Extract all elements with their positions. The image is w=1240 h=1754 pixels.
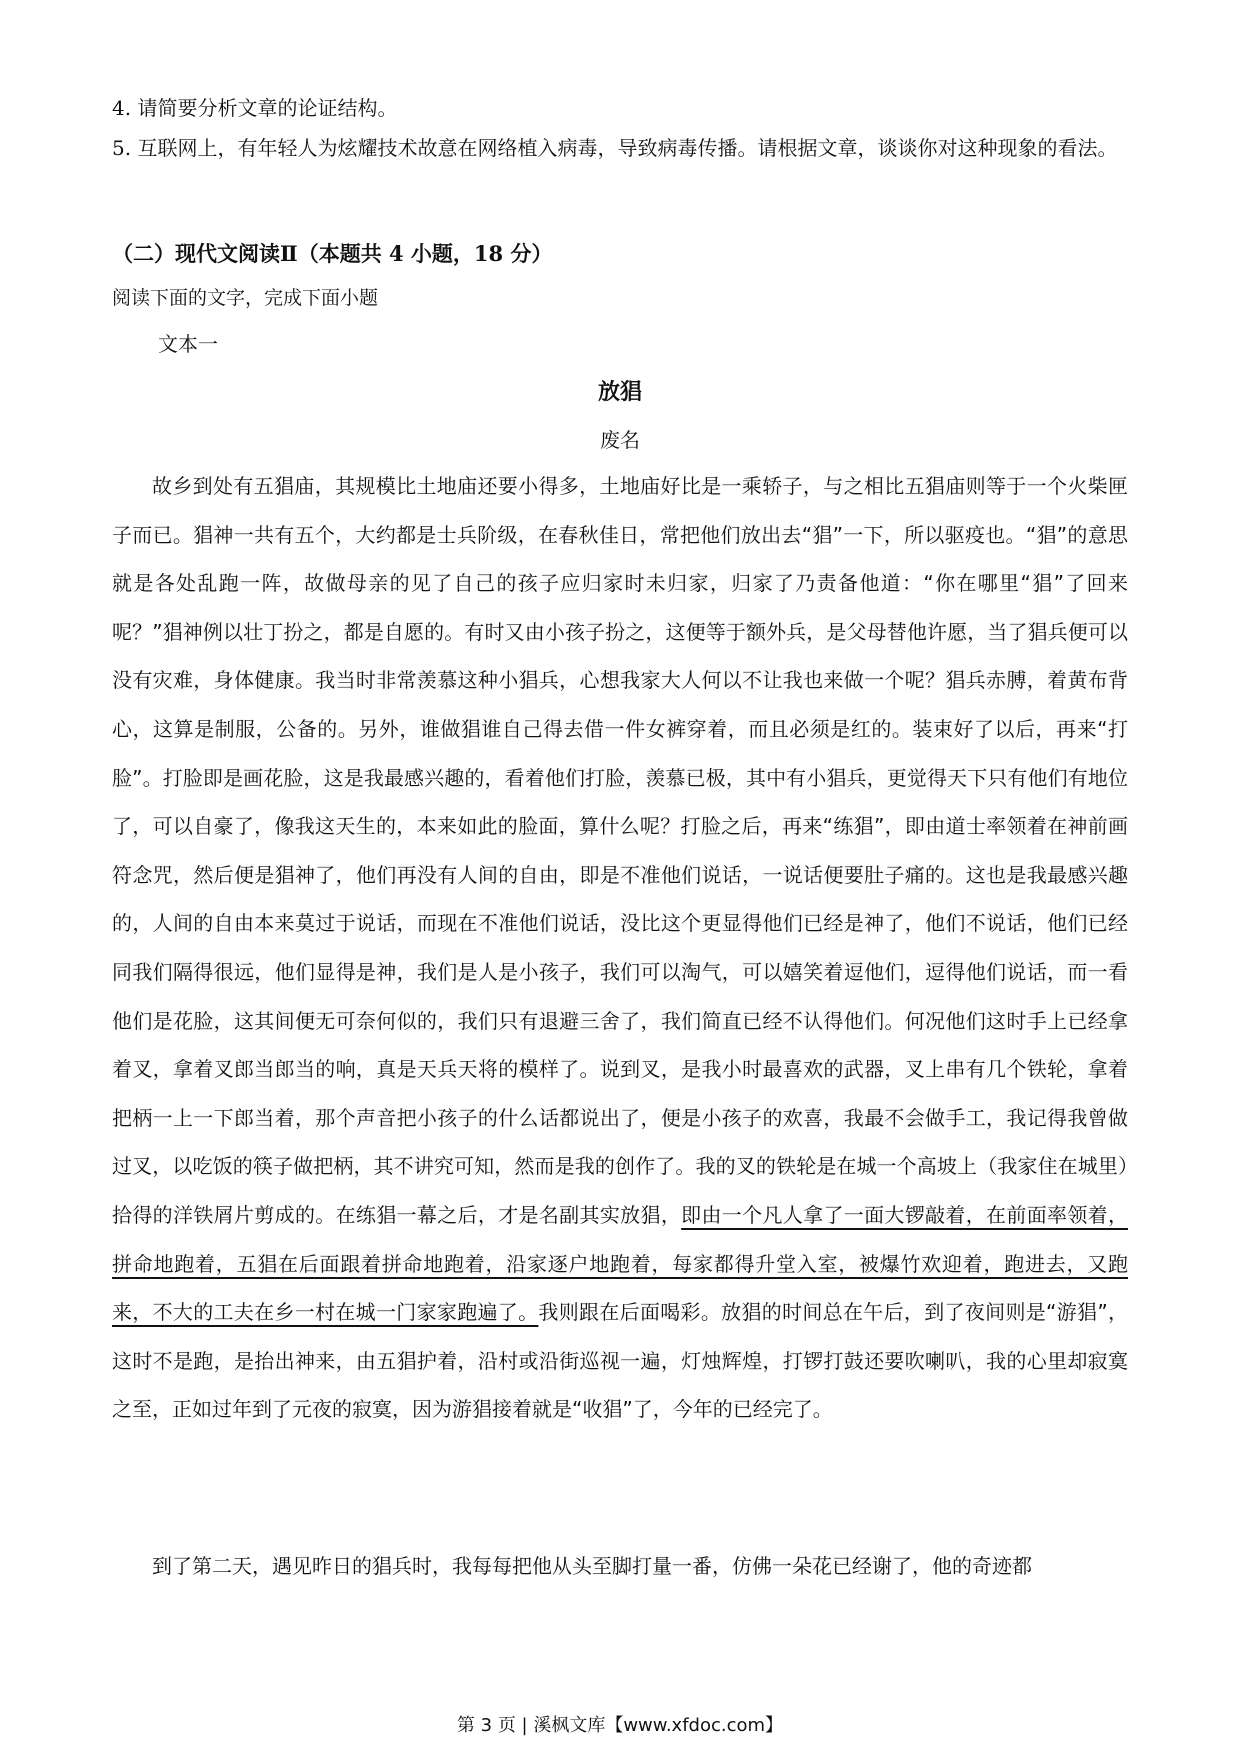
question-5 xyxy=(112,124,1128,172)
question-4-text: 请简要分析文章的论证结构。 xyxy=(137,96,398,120)
article-title: 放猖 xyxy=(597,380,642,405)
underlined-passage: 即由一个凡人拿了一面大锣敲着，在前面率领着，拼命地跑着，五猖在后面跟着拼命地跑着，沿家逐户地跑着，每家都得升堂入室，被爆竹欢迎着，跑进去，又跑来，不大的工夫在乡一村在城一门家家跑遍了。 xyxy=(112,1202,1129,1325)
question-4-number: 4. xyxy=(112,96,132,120)
question-5-number: 5. xyxy=(112,136,132,160)
page-footer: 第 3 页 | 溪枫文库【www.xfdoc.com】 xyxy=(456,1715,784,1736)
reading-instruction: 阅读下面的文字，完成下面小题 xyxy=(112,287,379,309)
paragraph-1-text: 故乡到处有五猖庙，其规模比土地庙还要小得多，土地庙好比是一乘轿子，与之相比五猖庙则等于一个火柴匣子而已。猖神一共有五个，大约都是士兵阶级，在春秋佳日，常把他们放出去“猖”一下，所以驱疫也。“猖”的意思就是各处乱跑一阵，故做母亲的见了自己的孩子应归家时未归家，归家了乃责备他道：“你在哪里“猖”了回来呢？”猖神例以壮丁扮之，都是自愿的。有时又由小孩子扮之，这便等于额外兵，是父母替他许愿，当了猖兵便可以没有灾难，身体健康。我当时非常羡慕这种小猖兵，心想我家大人何以不让我也来做一个呢？猖兵赤膊，着黄布背心，这算是制服，公备的。另外，谁做猖谁自己得去借一件女裤穿着，而且必须是红的。装束好了以后，再来“打脸”。打脸即是画花脸，这是我最感兴趣的，看着他们打脸，羡慕已极，其中有小猖兵，更觉得天下只有他们有地位了，可以自豪了，像我这天生的，本来如此的脸面，算什么呢？打脸之后，再来“练猖”，即由道士率领着在神前画符念咒，然后便是猖神了，他们再没有人间的自由，即是不准他们说话，一说话便要肚子痛的。这也是我最感兴趣的，人间的自由本来莫过于说话，而现在不准他们说话，没比这个更显得他们已经是神了，他们不说话，他们已经同我们隔得很远，他们显得是神，我们是人是小孩子，我们可以淘气，可以嬉笑着逗他们，逗得他们说话，而一看他们是花脸，这其间便无可奈何似的，我们只有退避三舍了，我们简直已经不认得他们。何况他们这时手上已经拿着叉，拿着叉郎当郎当的响，真是天兵天将的模样了。说到叉，是我小时最喜欢的武器，叉上串有几个铁轮，拿着把柄一上一下郎当着，那个声音把小孩子的什么话都说出了，便是小孩子的欢喜，我最不会做手工，我记得我曾做过叉，以吃饭的筷子做把柄，其不讲究可知，然而是我的创作了。我的叉的铁轮是在城一个高坡上（我家住在城里）拾得的洋铁屑片剪成的。在练猖一幕之后，才是名副其实放猖， xyxy=(112,474,1128,1227)
text-label: 文本一 xyxy=(158,332,218,356)
article-paragraph-1 xyxy=(112,462,1128,1434)
section-heading: （二）现代文阅读Ⅱ（本题共 4 小题，18 分） xyxy=(112,241,553,266)
question-5-text: 互联网上，有年轻人为炫耀技术故意在网络植入病毒，导致病毒传播。请根据文章，谈谈你对这种现象的看法。 xyxy=(137,136,1118,160)
article-author: 废名 xyxy=(600,428,640,452)
article-paragraph-2: 到了第二天，遇见昨日的猖兵时，我每每把他从头至脚打量一番，仿佛一朵花已经谢了，他的奇迹都 xyxy=(152,1554,1032,1578)
paragraph-1-continuation: 我则跟在后面喝彩。放猖的时间总在午后，到了夜间则是“游猖”，这时不是跑，是抬出神来，由五猖护着，沿村或沿街巡视一遍，灯烛辉煌，打锣打鼓还要吹喇叭，我的心里却寂寞之至，正如过年到了元夜的寂寞，因为游猖接着就是“收猖”了，今年的已经完了。 xyxy=(112,1300,1128,1422)
